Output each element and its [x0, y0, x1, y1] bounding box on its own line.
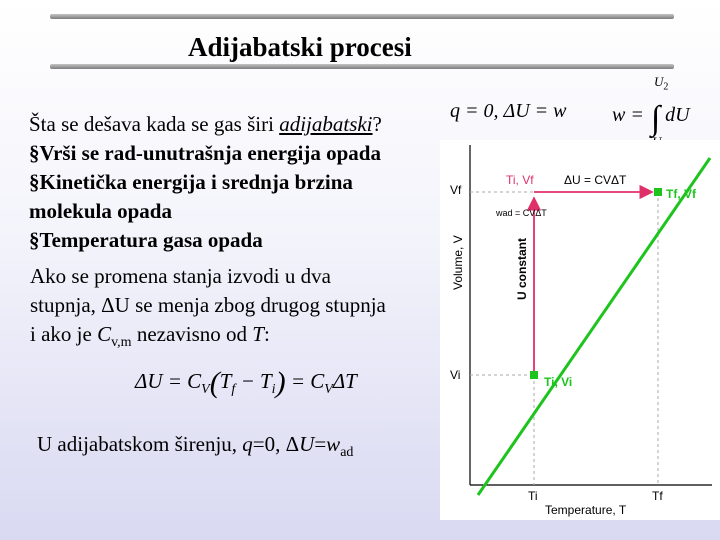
- delta-u-formula: $\Delta U = C_V(T_f - T_i) = C_V\Delta T$: [135, 366, 357, 399]
- delta-u-label: ΔU = CVΔT: [564, 173, 627, 187]
- bullet-temperature: §Temperatura gasa opada: [29, 228, 263, 252]
- equation-w-integral: w = $U_2$ ∫ dU: [612, 74, 690, 137]
- bullet-work: §Vrši se rad-unutrašnja energija opada: [29, 141, 381, 165]
- point-final: [654, 188, 662, 196]
- tf-label: Tf: [652, 489, 663, 503]
- point-initial: [530, 371, 538, 379]
- point-top-right-label: Tf, Vf: [666, 187, 696, 201]
- vi-label: Vi: [450, 368, 461, 382]
- y-axis-title: Volume, V: [451, 235, 465, 290]
- bullet-molecules: molekula opada: [29, 199, 172, 223]
- point-top-left-label: Ti, Vf: [506, 173, 534, 187]
- adiabatic-emphasis: adijabatski: [279, 112, 373, 136]
- question-line: Šta se dešava kada se gas širi adijabatski?: [29, 112, 382, 136]
- bullet-kinetic: §Kinetička energija i srednja brzina: [29, 170, 353, 194]
- title-underline-rule: [50, 64, 674, 69]
- top-rule: [50, 14, 674, 19]
- page-title: Adijabatski procesi: [188, 32, 412, 62]
- two-step-paragraph: Ako se promena stanja izvodi u dva stupnja, ΔU se menja zbog drugog stupnja i ako je $C_{v,m}$ nezavisno od T:: [30, 264, 386, 351]
- vf-label: Vf: [450, 183, 462, 197]
- integral-sign-icon: ∫: [650, 100, 661, 137]
- vt-graph-svg: [440, 140, 720, 520]
- u-constant-label: U constant: [515, 237, 529, 300]
- equation-q-zero: q = 0, ΔU = w: [450, 100, 567, 122]
- ti-label: Ti: [528, 489, 538, 503]
- volume-temperature-diagram: [440, 140, 720, 520]
- adiabatic-expansion-line: U adijabatskom širenju, q=0, $\Delta U=w_{ad}$: [37, 432, 354, 461]
- point-bottom-label: Ti, Vi: [544, 375, 573, 389]
- x-axis-title: Temperature, T: [545, 503, 627, 517]
- wad-label: wad = CVΔT: [496, 208, 547, 218]
